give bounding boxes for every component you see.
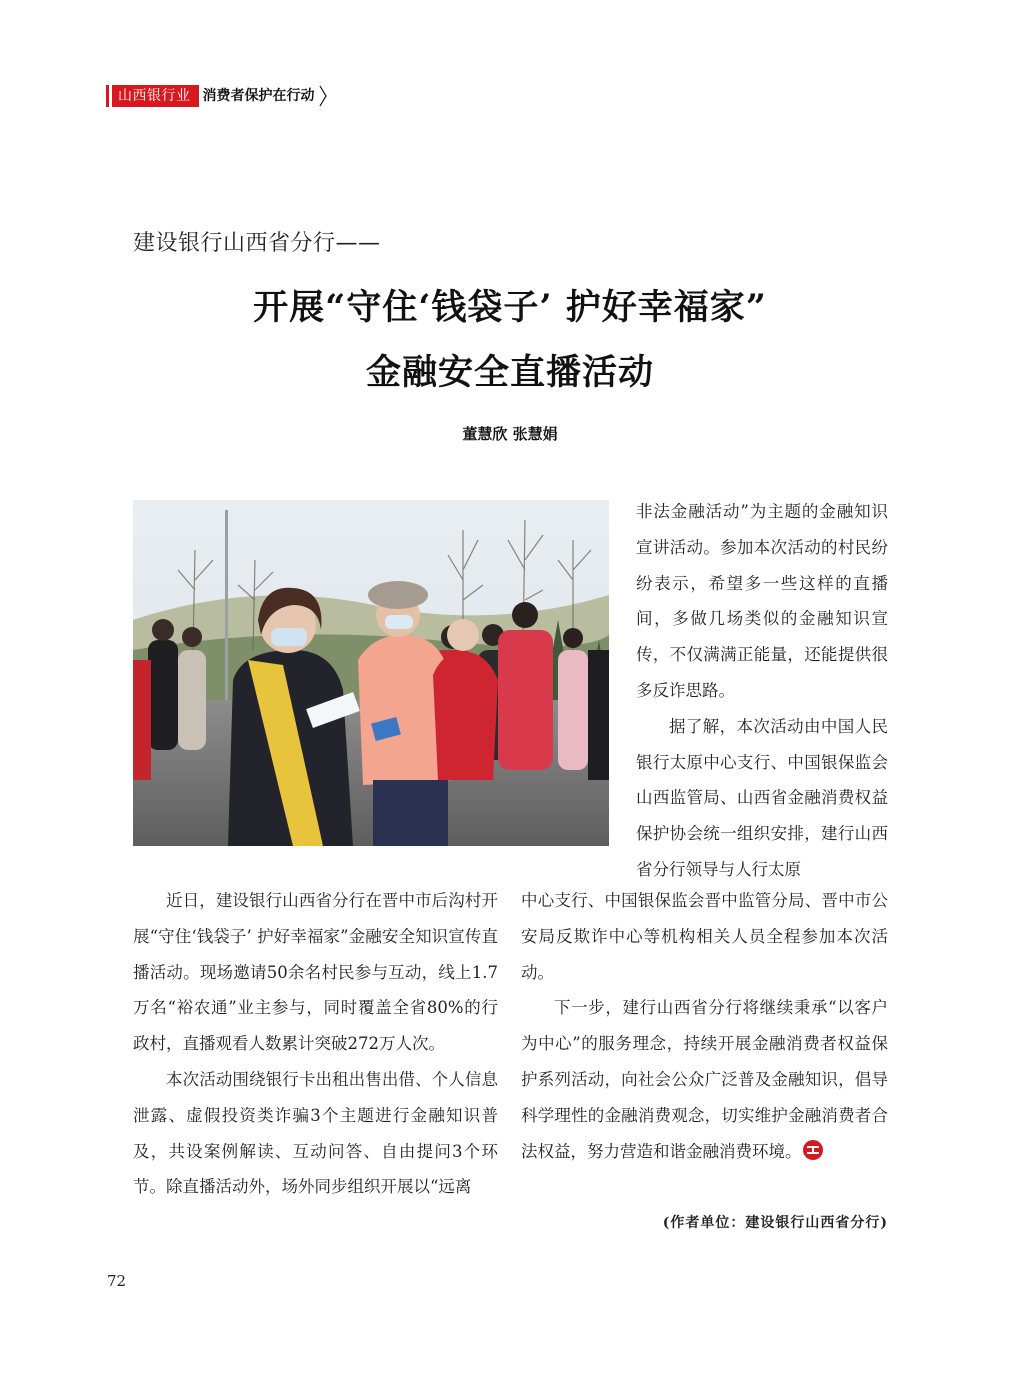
paragraph: 中心支行、中国银保监会晋中监管分局、晋中市公安局反欺诈中心等机构相关人员全程参加本次活动。 [521, 891, 888, 982]
article-title-line1: 开展“守住‘钱袋子’ 护好幸福家” [253, 287, 767, 328]
end-mark-icon [802, 1139, 824, 1161]
paragraph: 近日，建设银行山西省分行在晋中市后沟村开展“守住‘钱袋子’ 护好幸福家”金融安全知识宣传直播活动。现场邀请50余名村民参与互动，线上1.7万名“裕农通”业主参与，同时覆盖全省80%的行政村，直播观看人数累计突破272万人次。 [133, 891, 498, 1054]
paragraph: 据了解，本次活动由中国人民银行太原中心支行、中国银保监会山西监管局、山西省金融消费权益保护协会统一组织安排，建行山西省分行领导与人行太原 [636, 716, 888, 879]
chevron-right-icon [319, 85, 327, 107]
section-tag: 山西银行业 [112, 85, 199, 107]
article-authors: 董慧欣 张慧娟 [462, 425, 558, 443]
paragraph: 非法金融活动”为主题的金融知识宣讲活动。参加本次活动的村民纷纷表示，希望多一些这样的直播间，多做几场类似的金融知识宣传，不仅满满正能量，还能提供很多反诈思路。 [636, 502, 888, 700]
page-number: 72 [107, 1272, 127, 1290]
column-tag: 消费者保护在行动 [202, 88, 315, 104]
author-affiliation: (作者单位：建设银行山西省分行) [662, 1215, 888, 1231]
header-accent-bar [106, 85, 109, 107]
section-header [106, 85, 327, 107]
left-column [133, 883, 498, 1205]
article-photo [133, 500, 609, 846]
paragraph-text: 下一步，建行山西省分行将继续秉承“以客户为中心”的服务理念，持续开展金融消费者权益保护系列活动，向社会公众广泛普及金融知识，倡导科学理性的金融消费观念，切实维护金融消费者合法权益，努力营造和谐金融消费环境。 [521, 998, 888, 1161]
paragraph [521, 990, 888, 1169]
right-column-top [636, 494, 888, 888]
article-title-line2: 金融安全直播活动 [365, 352, 654, 393]
article-kicker: 建设银行山西省分行—— [133, 231, 381, 256]
right-column-bottom [521, 883, 888, 1169]
paragraph: 本次活动围绕银行卡出租出售出借、个人信息泄露、虚假投资类诈骗3个主题进行金融知识普及，共设案例解读、互动问答、自由提问3个环节。除直播活动外，场外同步组织开展以“远离 [133, 1069, 498, 1197]
